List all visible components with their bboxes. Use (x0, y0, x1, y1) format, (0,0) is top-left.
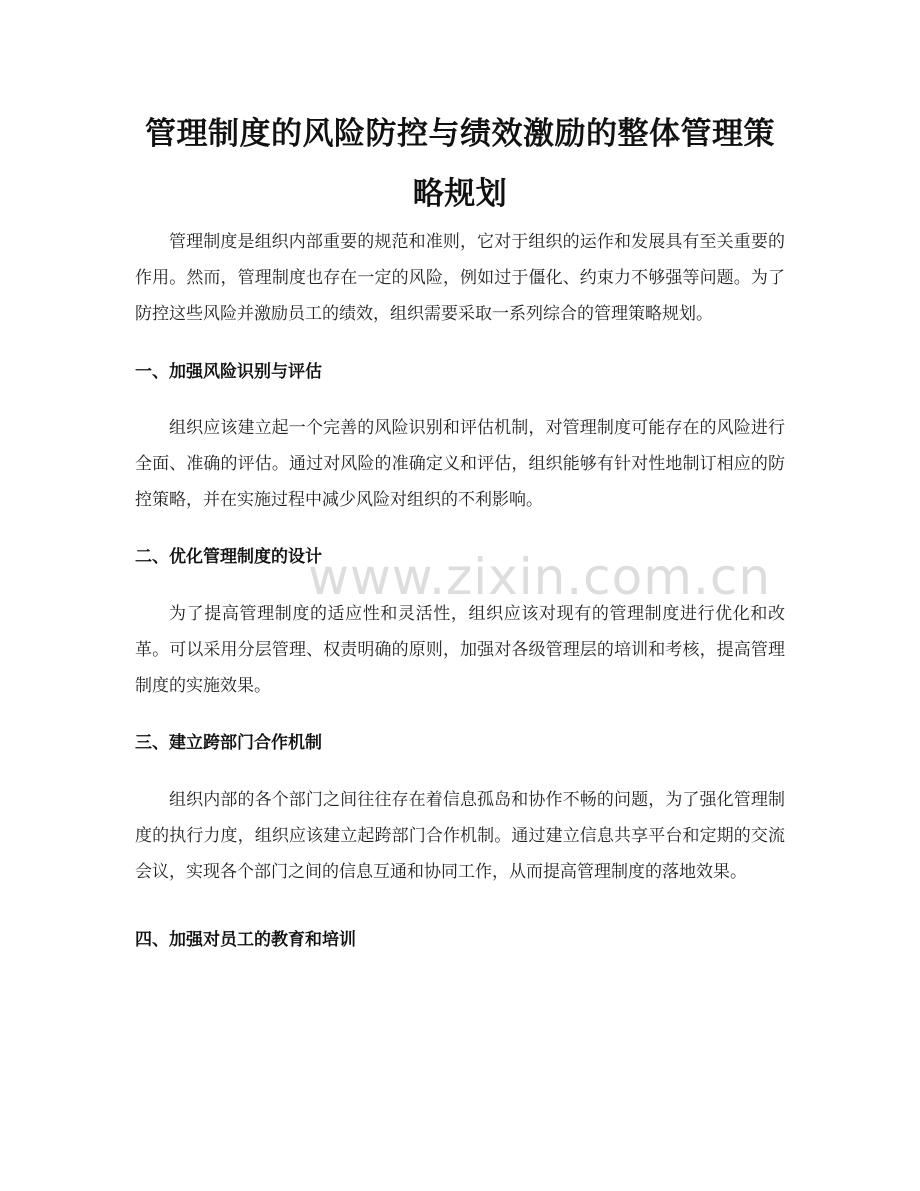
section-heading-4: 四、加强对员工的教育和培训 (135, 930, 356, 950)
section-heading-1: 一、加强风险识别与评估 (135, 362, 322, 382)
section-body-1: 组织应该建立起一个完善的风险识别和评估机制，对管理制度可能存在的风险进行全面、准确的评估。通过对风险的准确定义和评估，组织能够有针对性地制订相应的防控策略，并在实施过程中减少风险对组织的不利影响。 (135, 418, 785, 510)
intro-paragraph: 管理制度是组织内部重要的规范和准则，它对于组织的运作和发展具有至关重要的作用。然而，管理制度也存在一定的风险，例如过于僵化、约束力不够强等问题。为了防控这些风险并激励员工的绩效，组织需要采取一系列综合的管理策略规划。 (135, 232, 785, 324)
watermark-text: www.zixin.com.cn (308, 548, 772, 606)
section-body-2: 为了提高管理制度的适应性和灵活性，组织应该对现有的管理制度进行优化和改革。可以采用分层管理、权责明确的原则，加强对各级管理层的培训和考核，提高管理制度的实施效果。 (135, 604, 785, 696)
section-heading-3: 三、建立跨部门合作机制 (135, 733, 322, 753)
section-heading-2: 二、优化管理制度的设计 (135, 547, 322, 567)
document-title: 管理制度的风险防控与绩效激励的整体管理策略规划 (145, 116, 775, 212)
section-body-3: 组织内部的各个部门之间往往存在着信息孤岛和协作不畅的问题，为了强化管理制度的执行力度，组织应该建立起跨部门合作机制。通过建立信息共享平台和定期的交流会议，实现各个部门之间的信息互通和协同工作，从而提高管理制度的落地效果。 (135, 790, 785, 882)
